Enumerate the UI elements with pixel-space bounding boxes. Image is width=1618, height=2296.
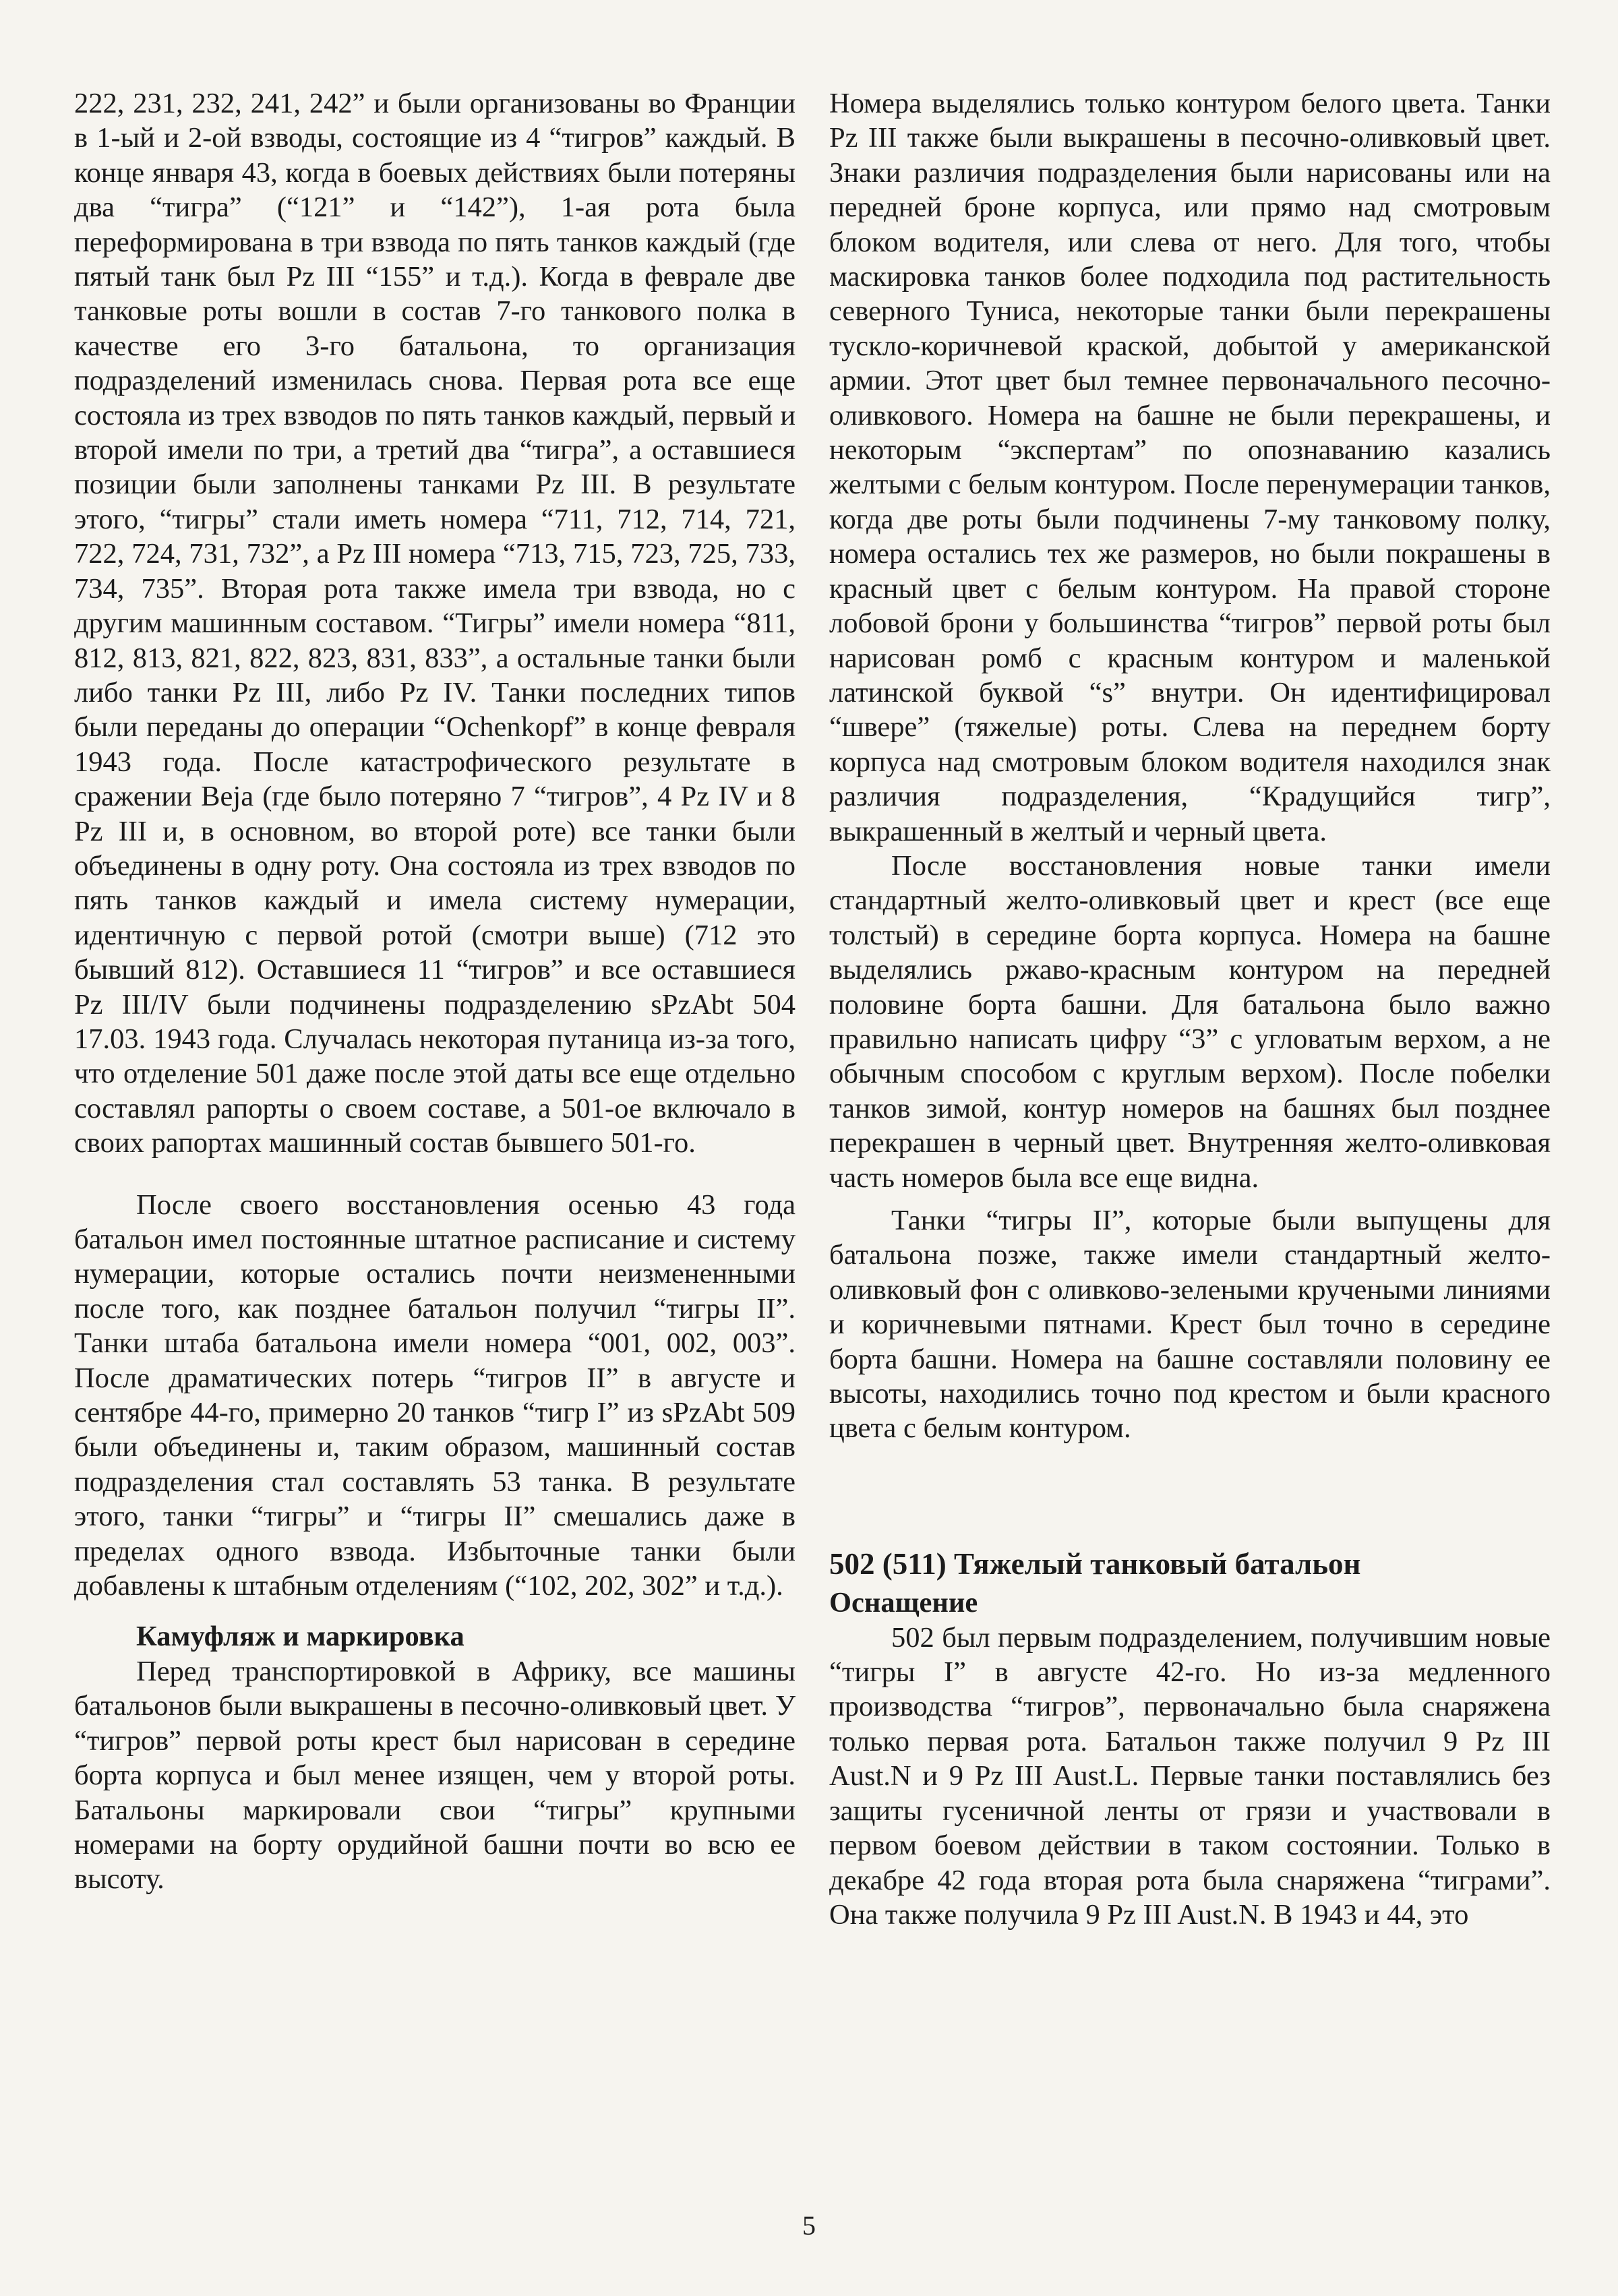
subheading: Камуфляж и маркировка bbox=[136, 1621, 465, 1653]
page-number: 5 bbox=[802, 2210, 816, 2241]
paragraph: После восстановления новые танки имели стандартный желто-оливковый цвет и крест (все еще толстый) в середине борта корпуса. Номера на башне выделялись ржаво-красным контуром на передней половине борта башни. Для батальона было важно правильно написать цифру “3” с угловатым верхом, а не обычным способом с круглым верхом). После побелки танков зимой, контур номеров на башнях был позднее перекрашен в черный цвет. Внутренняя желто-оливковая часть номеров была все еще видна. bbox=[829, 849, 1551, 1194]
right-column bbox=[829, 86, 1551, 1932]
paragraph: Перед транспортировкой в Африку, все машины батальонов были выкрашены в песочно-оливковый цвет. У “тигров” первой роты крест был нарисован в середине борта корпуса и был менее изящен, чем у второй роты. Батальоны маркировали свои “тигры” крупными номерами на борту орудийной башни почти во всю ее высоту. bbox=[74, 1655, 796, 1896]
paragraph: Танки “тигры II”, которые были выпущены для батальона позже, также имели стандартный желто-оливковый фон с оливково-зелеными кручеными линиями и коричневыми пятнами. Крест был точно в середине борта башни. Номера на башне составляли половину ее высоты, находились точно под крестом и были красного цвета с белым контуром. bbox=[829, 1205, 1551, 1445]
paragraph: Номера выделялись только контуром белого цвета. Танки Pz III также были выкрашены в песочно-оливковый цвет. Знаки различия подразделения были нарисованы или на передней броне корпуса, или прямо над смотровым блоком водителя, или слева от него. Для того, чтобы маскировка танков более подходила под растительность северного Туниса, некоторые танки были перекрашены тускло-коричневой краской, добытой у американской армии. Этот цвет был темнее первоначального песочно-оливкового. Номера на башне не были перекрашены, и некоторым “экспертам” по опознаванию казались желтыми с белым контуром. После перенумерации танков, когда две роты были подчинены 7-му танковому полку, номера остались тех же размеров, но были покрашены в красный цвет с белым контуром. На правой стороне лобовой брони у большинства “тигров” первой роты был нарисован ромб с красным контуром и маленькой латинской буквой “s” внутри. Он идентифицировал “швере” (тяжелые) роты. Слева на переднем борту корпуса над смотровым блоком водителя находился знак различия подразделения, “Крадущийся тигр”, выкрашенный в желтый и черный цвета. bbox=[829, 88, 1551, 847]
section-title: 502 (511) Тяжелый танковый батальон bbox=[829, 1546, 1361, 1581]
paragraph: После своего восстановления осенью 43 года батальон имел постоянные штатное расписание и систему нумерации, которые остались почти неизмененными после того, как позднее батальон получил “тигры II”. Танки штаба батальона имели номера “001, 002, 003”. После драматических потерь “тигров II” в августе и сентябре 44-го, примерно 20 танков “тигр I” из sPzAbt 509 были объединены и, таким образом, машинный состав подразделения стал составлять 53 танка. В результате этого, танки “тигры” и “тигры II” смешались даже в пределах одного взвода. Избыточные танки были добавлены к штабным отделениям (“102, 202, 302” и т.д.). bbox=[74, 1188, 796, 1602]
paragraph: 222, 231, 232, 241, 242” и были организованы во Франции в 1-ый и 2-ой взводы, состоящие из 4 “тигров” каждый. В конце января 43, когда в боевых действиях были потеряны два “тигра” (“121” и “142”), 1-ая рота была переформирована в три взвода по пять танков каждый (где пятый танк был Pz III “155” и т.д.). Когда в феврале две танковые роты вошли в состав 7-го танкового полка в качестве его 3-го батальона, то организация подразделений изменилась снова. Первая рота все еще состояла из трех взводов по пять танков каждый, первый и второй имели по три, а третий два “тигра”, а оставшиеся позиции были заполнены танками Pz III. В результате этого, “тигры” стали иметь номера “711, 712, 714, 721, 722, 724, 731, 732”, а Pz III номера “713, 715, 723, 725, 733, 734, 735”. Вторая рота также имела три взвода, но с другим машинным составом. “Тигры” имели номера “811, 812, 813, 821, 822, 823, 831, 833”, а остальные танки были либо танки Pz III, либо Pz IV. Танки последних типов были переданы до операции “Ochenkopf” в конце февраля 1943 года. После катастрофического результате в сражении Beja (где было потеряно 7 “тигров”, 4 Pz IV и 8 Pz III и, в основном, во второй роте) все танки были объединены в одну роту. Она состояла из трех взводов по пять танков каждый и имела систему нумерации, идентичную с первой ротой (смотри выше) (712 это бывший 812). Оставшиеся 11 “тигров” и все оставшиеся Pz III/IV были подчинены подразделению sPzAbt 504 17.03. 1943 года. Случалась некоторая путаница из-за того, что отделение 501 даже после этой даты все еще отдельно составлял рапорты о своем составе, а 501-ое включало в своих рапортах машинный состав бывшего 501-го. bbox=[74, 88, 796, 1159]
subheading: Оснащение bbox=[829, 1587, 978, 1619]
paragraph: 502 был первым подразделением, получившим новые “тигры I” в августе 42-го. Но из-за медленного производства “тигров”, первоначально была снаряжена только первая рота. Батальон также получил 9 Pz III Aust.N и 9 Pz III Aust.L. Первые танки поставлялись без защиты гусеничной ленты от грязи и участвовали в первом боевом действии в таком состоянии. Только в декабре 42 года вторая рота была снаряжена “тиграми”. Она также получила 9 Pz III Aust.N. В 1943 и 44, это bbox=[829, 1621, 1551, 1931]
left-column bbox=[74, 86, 796, 1897]
